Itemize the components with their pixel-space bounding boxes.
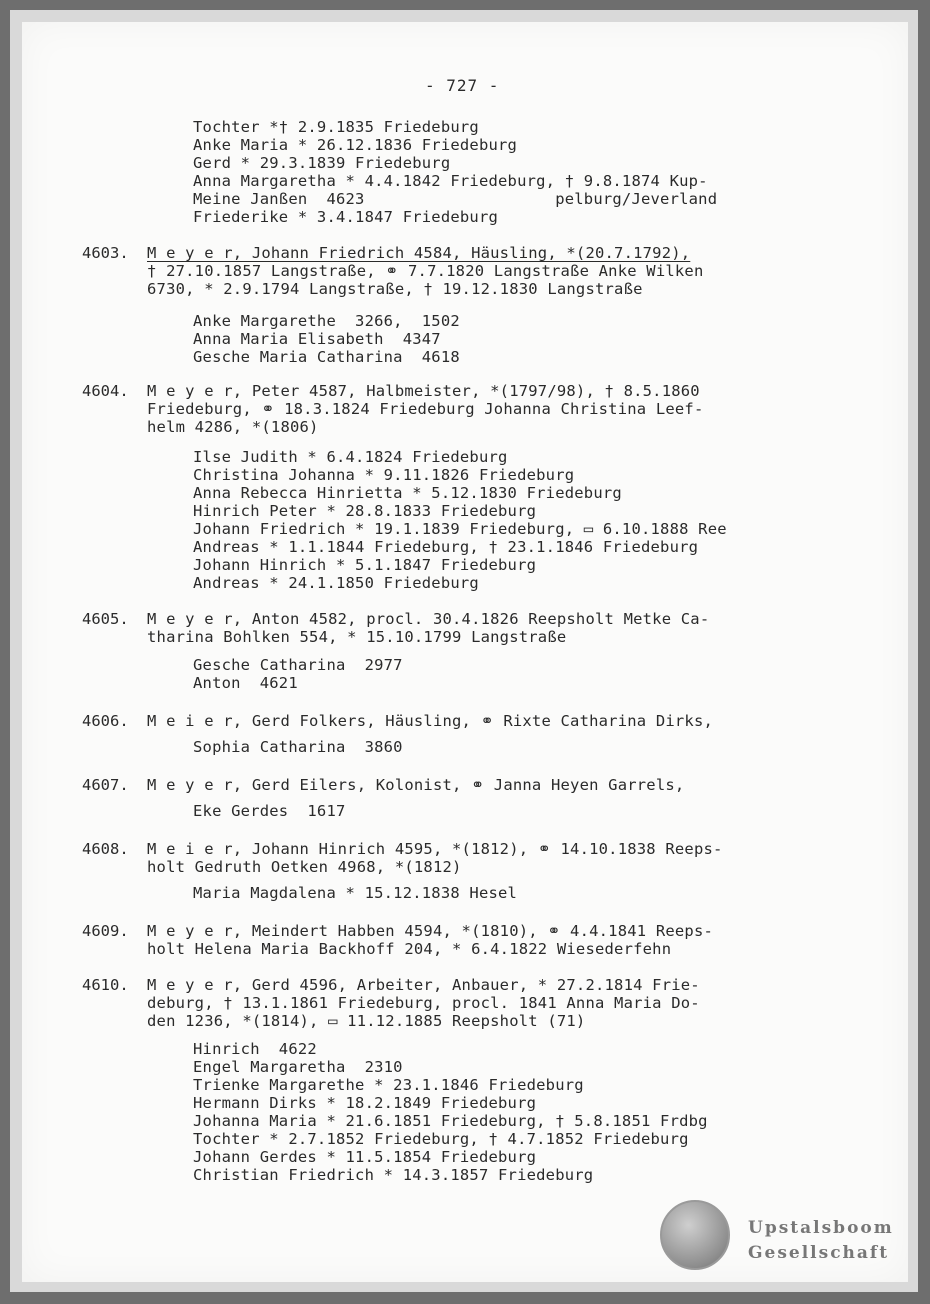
entry-number: 4609. — [82, 922, 129, 940]
entry-number: 4605. — [82, 610, 129, 628]
child-line: Anna Margaretha * 4.4.1842 Friedeburg, † 9.8.1874 Kup- — [193, 172, 708, 190]
entry-head-line: holt Gedruth Oetken 4968, *(1812) — [147, 858, 462, 876]
child-line: Hermann Dirks * 18.2.1849 Friedeburg — [193, 1094, 537, 1112]
entry-head-line: M e i e r, Gerd Folkers, Häusling, ⚭ Rixte Catharina Dirks, — [147, 712, 714, 730]
child-line: Johann Gerdes * 11.5.1854 Friedeburg — [193, 1148, 537, 1166]
child-line: Anna Rebecca Hinrietta * 5.12.1830 Friedeburg — [193, 484, 622, 502]
child-line: Tochter * 2.7.1852 Friedeburg, † 4.7.1852 Friedeburg — [193, 1130, 689, 1148]
child-line: Johanna Maria * 21.6.1851 Friedeburg, † 5.8.1851 Frdbg — [193, 1112, 708, 1130]
child-line: Hinrich 4622 — [193, 1040, 317, 1058]
entry-number: 4607. — [82, 776, 129, 794]
child-line: Friederike * 3.4.1847 Friedeburg — [193, 208, 499, 226]
child-line: Sophia Catharina 3860 — [193, 738, 403, 756]
child-line: Anke Margarethe 3266, 1502 — [193, 312, 460, 330]
child-line: Anna Maria Elisabeth 4347 — [193, 330, 441, 348]
entry-head-line: M e y e r, Johann Friedrich 4584, Häusling, *(20.7.1792), — [147, 244, 691, 262]
entry-head-line: tharina Bohlken 554, * 15.10.1799 Langstraße — [147, 628, 567, 646]
entry-head-line: M e y e r, Gerd 4596, Arbeiter, Anbauer, * 27.2.1814 Frie- — [147, 976, 700, 994]
child-line: Christian Friedrich * 14.3.1857 Friedeburg — [193, 1166, 594, 1184]
child-line: Johann Friedrich * 19.1.1839 Friedeburg, ▭ 6.10.1888 Ree — [193, 520, 727, 538]
entry-head-line: Friedeburg, ⚭ 18.3.1824 Friedeburg Johanna Christina Leef- — [147, 400, 704, 418]
child-line: Eke Gerdes 1617 — [193, 802, 346, 820]
child-line: Maria Magdalena * 15.12.1838 Hesel — [193, 884, 518, 902]
entry-head-line: den 1236, *(1814), ▭ 11.12.1885 Reepsholt (71) — [147, 1012, 586, 1030]
child-line: Andreas * 24.1.1850 Friedeburg — [193, 574, 479, 592]
entry-head-line: † 27.10.1857 Langstraße, ⚭ 7.7.1820 Langstraße Anke Wilken — [147, 262, 704, 280]
child-line: Gesche Catharina 2977 — [193, 656, 403, 674]
child-line: Meine Janßen 4623 pelburg/Jeverland — [193, 190, 718, 208]
entry-head-line: M e i e r, Johann Hinrich 4595, *(1812), ⚭ 14.10.1838 Reeps- — [147, 840, 723, 858]
entry-head-line: holt Helena Maria Backhoff 204, * 6.4.1822 Wiesederfehn — [147, 940, 672, 958]
entry-head-line: 6730, * 2.9.1794 Langstraße, † 19.12.1830 Langstraße — [147, 280, 643, 298]
entry-number: 4608. — [82, 840, 129, 858]
child-line: Christina Johanna * 9.11.1826 Friedeburg — [193, 466, 575, 484]
entry-head-line: M e y e r, Anton 4582, procl. 30.4.1826 Reepsholt Metke Ca- — [147, 610, 710, 628]
logo-line-2: Gesellschaft — [748, 1243, 890, 1263]
child-line: Hinrich Peter * 28.8.1833 Friedeburg — [193, 502, 537, 520]
entry-head-line: M e y e r, Gerd Eilers, Kolonist, ⚭ Janna Heyen Garrels, — [147, 776, 685, 794]
entry-head-line: deburg, † 13.1.1861 Friedeburg, procl. 1841 Anna Maria Do- — [147, 994, 700, 1012]
child-line: Trienke Margarethe * 23.1.1846 Friedeburg — [193, 1076, 584, 1094]
entry-number: 4610. — [82, 976, 129, 994]
entry-number: 4606. — [82, 712, 129, 730]
society-seal-icon — [660, 1200, 730, 1270]
logo-line-1: Upstalsboom — [748, 1218, 894, 1238]
page-number: - 727 - — [425, 76, 500, 95]
child-line: Engel Margaretha 2310 — [193, 1058, 403, 1076]
child-line: Gesche Maria Catharina 4618 — [193, 348, 460, 366]
entry-number: 4603. — [82, 244, 129, 262]
child-line: Ilse Judith * 6.4.1824 Friedeburg — [193, 448, 508, 466]
child-line: Andreas * 1.1.1844 Friedeburg, † 23.1.1846 Friedeburg — [193, 538, 699, 556]
child-line: Tochter *† 2.9.1835 Friedeburg — [193, 118, 479, 136]
entry-head-line: helm 4286, *(1806) — [147, 418, 319, 436]
entry-number: 4604. — [82, 382, 129, 400]
child-line: Anton 4621 — [193, 674, 298, 692]
child-line: Anke Maria * 26.12.1836 Friedeburg — [193, 136, 518, 154]
entry-head-line: M e y e r, Meindert Habben 4594, *(1810), ⚭ 4.4.1841 Reeps- — [147, 922, 714, 940]
child-line: Gerd * 29.3.1839 Friedeburg — [193, 154, 451, 172]
entry-head-line: M e y e r, Peter 4587, Halbmeister, *(1797/98), † 8.5.1860 — [147, 382, 700, 400]
child-line: Johann Hinrich * 5.1.1847 Friedeburg — [193, 556, 537, 574]
